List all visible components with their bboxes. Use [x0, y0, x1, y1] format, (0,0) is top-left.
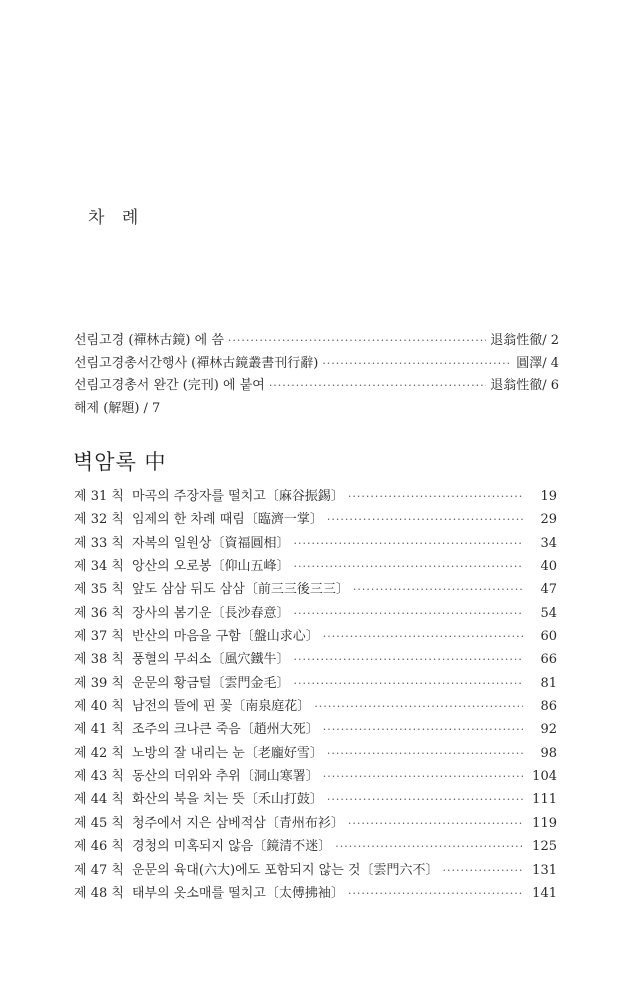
case-row: [74, 695, 557, 718]
case-row: [74, 742, 557, 765]
case-number: 제 43 칙: [74, 769, 124, 785]
case-page: 98: [540, 745, 557, 761]
case-page: 125: [532, 839, 557, 855]
case-number: 제 47 칙: [74, 862, 124, 878]
case-number: 제 44 칙: [74, 792, 124, 808]
dot-leader: [269, 379, 486, 392]
case-title: 경청의 미혹되지 않음〔鏡清不迷〕: [132, 839, 332, 855]
case-number: 제 48 칙: [74, 885, 124, 901]
case-page: 92: [540, 722, 557, 738]
dot-leader: [353, 583, 523, 596]
dot-leader: [348, 817, 523, 830]
dot-leader: [323, 630, 523, 643]
case-title: 노방의 잘 내리는 눈〔老龐好雪〕: [132, 745, 323, 761]
case-row: [74, 532, 557, 555]
front-matter-title: 선림고경총서간행사 (禪林古鏡叢書刊行辭): [74, 355, 319, 371]
case-page: 111: [532, 792, 557, 808]
case-row: [74, 765, 557, 788]
front-matter-item: [74, 374, 559, 397]
case-number: 제 46 칙: [74, 839, 124, 855]
case-row: [74, 788, 557, 811]
case-number: 제 34 칙: [74, 559, 124, 575]
case-page: 131: [532, 862, 557, 878]
dot-leader: [348, 887, 523, 900]
front-matter-author-page: 退翁性徹/ 2: [490, 333, 559, 348]
dot-leader: [323, 770, 523, 783]
case-title: 임제의 한 차례 때림〔臨濟一掌〕: [132, 512, 323, 528]
case-page: 60: [540, 629, 557, 645]
dot-leader: [293, 537, 523, 550]
dot-leader: [443, 864, 524, 877]
case-list: [74, 485, 557, 905]
case-title: 화산의 북을 치는 뜻〔禾山打鼓〕: [132, 792, 323, 808]
case-number: 제 32 칙: [74, 512, 124, 528]
case-row: [74, 835, 557, 858]
front-matter-item: [74, 397, 559, 420]
section-title: 벽암록 中: [73, 450, 167, 474]
case-page: 34: [540, 535, 557, 551]
dot-leader: [327, 793, 523, 806]
front-matter-author-page: 退翁性徹/ 6: [490, 378, 559, 394]
case-title: 앞도 삼삼 뒤도 삼삼〔前三三後三三〕: [132, 582, 349, 598]
case-row: [74, 578, 557, 601]
case-row: [74, 625, 557, 648]
case-page: 104: [532, 769, 557, 785]
dot-leader: [327, 513, 523, 526]
case-page: 54: [540, 605, 557, 621]
case-title: 앙산의 오로봉〔仰山五峰〕: [132, 559, 290, 575]
case-title: 마곡의 주장자를 떨치고〔麻谷振錫〕: [132, 489, 344, 504]
front-matter-title: 해제 (解題) / 7: [74, 400, 161, 416]
case-row: [74, 485, 557, 508]
dot-leader: [348, 490, 523, 503]
front-matter-title: 선림고경 (禪林古鏡) 에 씀: [74, 333, 224, 348]
case-row: [74, 602, 557, 625]
case-row: [74, 882, 557, 905]
case-title: 운문의 황금털〔雲門金毛〕: [132, 675, 290, 691]
case-number: 제 37 칙: [74, 629, 124, 645]
dot-leader: [327, 747, 523, 760]
case-page: 66: [540, 652, 557, 668]
case-row: [74, 648, 557, 671]
case-row: [74, 812, 557, 835]
case-title: 운문의 육대(六大)에도 포함되지 않는 것〔雲門六不〕: [132, 862, 439, 878]
case-row: [74, 718, 557, 741]
case-number: 제 45 칙: [74, 815, 124, 831]
case-page: 86: [540, 699, 557, 715]
front-matter-item: [74, 352, 559, 375]
dot-leader: [293, 677, 523, 690]
front-matter-item: [74, 329, 559, 352]
dot-leader: [322, 357, 512, 370]
dot-leader: [293, 607, 523, 620]
case-title: 청주에서 지은 삼베적삼〔青州布衫〕: [132, 815, 344, 831]
case-title: 남전의 뜰에 핀 꽃〔南泉庭花〕: [132, 699, 311, 715]
case-row: [74, 555, 557, 578]
front-matter-list: [74, 329, 559, 419]
case-row: [74, 508, 557, 531]
case-row: [74, 859, 557, 882]
dot-leader: [293, 560, 523, 573]
case-title: 풍혈의 무쇠소〔風穴鐵牛〕: [132, 652, 290, 668]
case-title: 자복의 일원상〔資福圓相〕: [132, 535, 290, 551]
dot-leader: [314, 700, 523, 713]
front-matter-title: 선림고경총서 완간 (完刊) 에 붙여: [74, 378, 265, 394]
dot-leader: [293, 653, 523, 666]
case-page: 47: [540, 582, 557, 598]
case-title: 동산의 더위와 추위〔洞山寒署〕: [132, 769, 319, 785]
case-title: 반산의 마음을 구함〔盤山求心〕: [132, 629, 319, 645]
case-page: 119: [532, 815, 557, 831]
case-page: 29: [540, 512, 557, 528]
page-title: 차 례: [88, 208, 145, 228]
case-number: 제 42 칙: [74, 745, 124, 761]
case-page: 19: [540, 489, 557, 504]
case-page: 40: [540, 559, 557, 575]
case-number: 제 39 칙: [74, 675, 124, 691]
case-number: 제 40 칙: [74, 699, 124, 715]
case-page: 141: [532, 885, 557, 901]
case-title: 장사의 봄기운〔長沙春意〕: [132, 605, 290, 621]
case-number: 제 33 칙: [74, 535, 124, 551]
case-title: 조주의 크나큰 죽음〔趙州大死〕: [132, 722, 319, 738]
case-number: 제 41 칙: [74, 722, 124, 738]
front-matter-author-page: 圓澤/ 4: [516, 355, 559, 371]
case-number: 제 36 칙: [74, 605, 124, 621]
case-number: 제 35 칙: [74, 582, 124, 598]
case-page: 81: [540, 675, 557, 691]
dot-leader: [335, 840, 523, 853]
dot-leader: [228, 334, 486, 347]
case-row: [74, 672, 557, 695]
case-number: 제 31 칙: [74, 489, 124, 504]
dot-leader: [323, 723, 523, 736]
case-title: 태부의 옷소매를 떨치고〔太傅拂袖〕: [132, 885, 344, 901]
case-number: 제 38 칙: [74, 652, 124, 668]
